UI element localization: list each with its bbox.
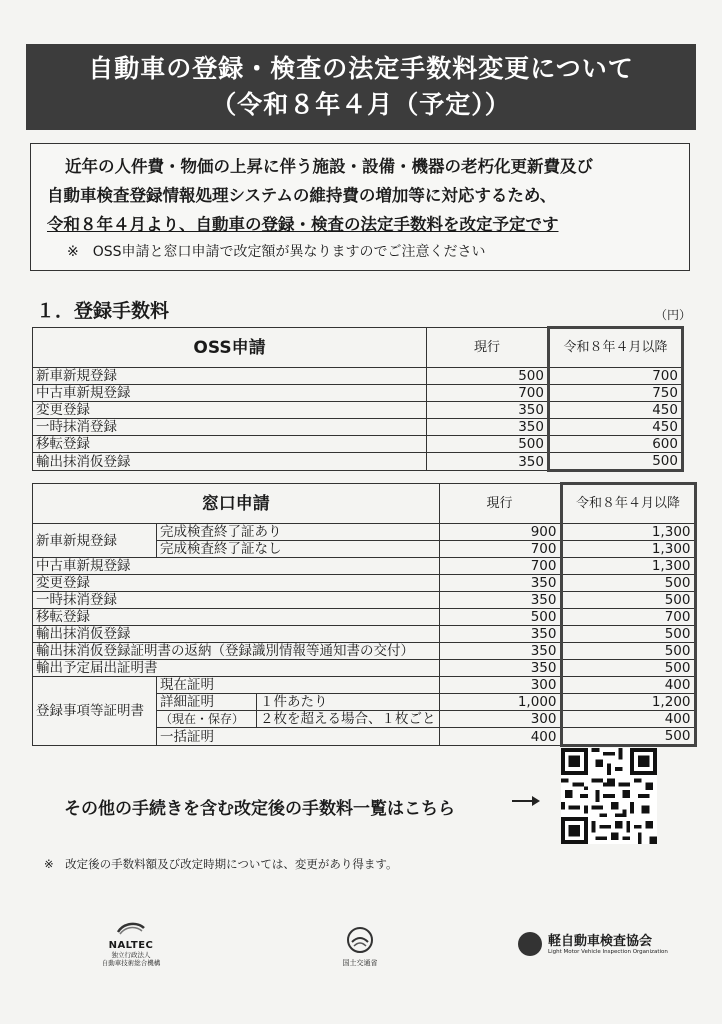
current-fee: 350 [439,626,561,643]
table-row [33,385,683,402]
table-row [33,643,696,660]
table-row [33,368,683,385]
lmvio-emblem-icon [518,932,542,956]
intro-note: ※ OSS申請と窓口申請で改定額が異なりますのでご注意ください [67,244,486,260]
row-sublabel: 一括証明 [157,728,440,746]
intro-line-1: 近年の人件費・物価の上昇に伴う施設・設備・機器の老朽化更新費及び [65,157,593,176]
current-fee: 1,000 [439,694,561,711]
table-row [33,453,683,471]
window-col-new: 令和８年４月以降 [561,484,695,524]
table-row [33,419,683,436]
new-fee: 500 [561,575,695,592]
current-fee: 400 [439,728,561,746]
table-row [33,575,696,592]
current-fee: 500 [439,609,561,626]
table-row [33,524,696,541]
row-sublabel: 詳細証明 [157,694,257,711]
lmvio-name: 軽自動車検査協会 [548,934,653,949]
table-row [33,660,696,677]
lmvio-logo [518,930,678,955]
new-fee: 500 [561,592,695,609]
title-banner [26,44,696,130]
table-row [33,592,696,609]
current-fee: 300 [439,677,561,694]
title-line-2: （令和８年４月（予定）） [211,90,511,119]
row-sublabel: 完成検査終了証あり [157,524,440,541]
row-label: 中古車新規登録 [33,558,440,575]
row-label: 輸出抹消仮登録証明書の返納（登録識別情報等通知書の交付） [33,643,440,660]
section-title: １．登録手数料 [36,300,170,322]
oss-col-current: 現行 [427,328,549,368]
new-fee: 750 [549,385,683,402]
arrow-right-icon [512,800,538,802]
current-fee: 300 [439,711,561,728]
current-fee: 350 [439,592,561,609]
current-fee: 350 [439,643,561,660]
row-label: 一時抹消登録 [33,419,427,436]
current-fee: 700 [427,385,549,402]
row-label: 移転登録 [33,609,440,626]
naltec-swoosh-icon [116,920,146,936]
cert-label: 登録事項等証明書 [33,677,157,746]
row-label: 移転登録 [33,436,427,453]
row-label: 変更登録 [33,402,427,419]
row-label: 中古車新規登録 [33,385,427,402]
intro-line-3: 令和８年４月より、自動車の登録・検査の法定手数料を改定予定です [47,215,559,234]
new-fee: 450 [549,402,683,419]
new-fee: 400 [561,711,695,728]
current-fee: 350 [439,660,561,677]
naltec-sub2: 自動車技術総合機構 [101,959,161,967]
current-fee: 500 [427,368,549,385]
table-row [33,558,696,575]
table-row [33,402,683,419]
new-fee: 500 [561,626,695,643]
current-fee: 350 [439,575,561,592]
new-fee: 500 [561,728,695,746]
row-label: 新車新規登録 [33,524,157,558]
naltec-name: NALTEC [108,940,154,951]
current-fee: 350 [427,453,549,471]
new-fee: 1,200 [561,694,695,711]
current-fee: 350 [427,402,549,419]
row-label: 輸出抹消仮登録 [33,626,440,643]
current-fee: 900 [439,524,561,541]
unit-label: （円） [655,308,692,322]
current-fee: 350 [427,419,549,436]
oss-col-new: 令和８年４月以降 [549,328,683,368]
row-label: 輸出抹消仮登録 [33,453,427,471]
mlit-name: 国土交通省 [342,959,378,967]
table-row [33,436,683,453]
row-sublabel-detail: １件あたり [257,694,440,711]
new-fee: 450 [549,419,683,436]
naltec-logo [96,920,166,967]
table-row [33,626,696,643]
mlit-emblem-icon [346,926,374,954]
intro-line-2: 自動車検査登録情報処理システムの維持費の増加等に対応するため、 [47,186,557,205]
new-fee: 400 [561,677,695,694]
lmvio-name-en: Light Motor Vehicle Inspection Organization [548,949,668,955]
qr-code[interactable] [561,748,657,844]
row-sublabel-detail: ２枚を超える場合、１枚ごと [257,711,440,728]
naltec-sub1: 独立行政法人 [111,951,151,959]
current-fee: 500 [427,436,549,453]
new-fee: 1,300 [561,524,695,541]
row-label: 輸出予定届出証明書 [33,660,440,677]
oss-table-title: OSS申請 [33,328,427,368]
row-label: 変更登録 [33,575,440,592]
oss-fee-table [32,326,684,472]
footnote: ※ 改定後の手数料額及び改定時期については、変更があり得ます。 [44,857,398,871]
new-fee: 500 [561,660,695,677]
table-row [33,609,696,626]
table-row [33,677,696,694]
window-table-title: 窓口申請 [33,484,440,524]
fee-list-link-text: その他の手続きを含む改定後の手数料一覧はこちら [64,799,455,819]
row-sublabel: 完成検査終了証なし [157,541,440,558]
new-fee: 600 [549,436,683,453]
row-label: 一時抹消登録 [33,592,440,609]
current-fee: 700 [439,541,561,558]
row-sublabel: （現在・保存） [157,711,257,728]
title-line-1: 自動車の登録・検査の法定手数料変更について [88,54,634,83]
mlit-logo [330,926,390,968]
window-fee-table [32,482,697,747]
new-fee: 1,300 [561,541,695,558]
row-sublabel: 現在証明 [157,677,440,694]
intro-box [30,143,690,271]
current-fee: 700 [439,558,561,575]
new-fee: 500 [549,453,683,471]
new-fee: 500 [561,643,695,660]
new-fee: 700 [549,368,683,385]
new-fee: 700 [561,609,695,626]
window-col-current: 現行 [439,484,561,524]
row-label: 新車新規登録 [33,368,427,385]
new-fee: 1,300 [561,558,695,575]
